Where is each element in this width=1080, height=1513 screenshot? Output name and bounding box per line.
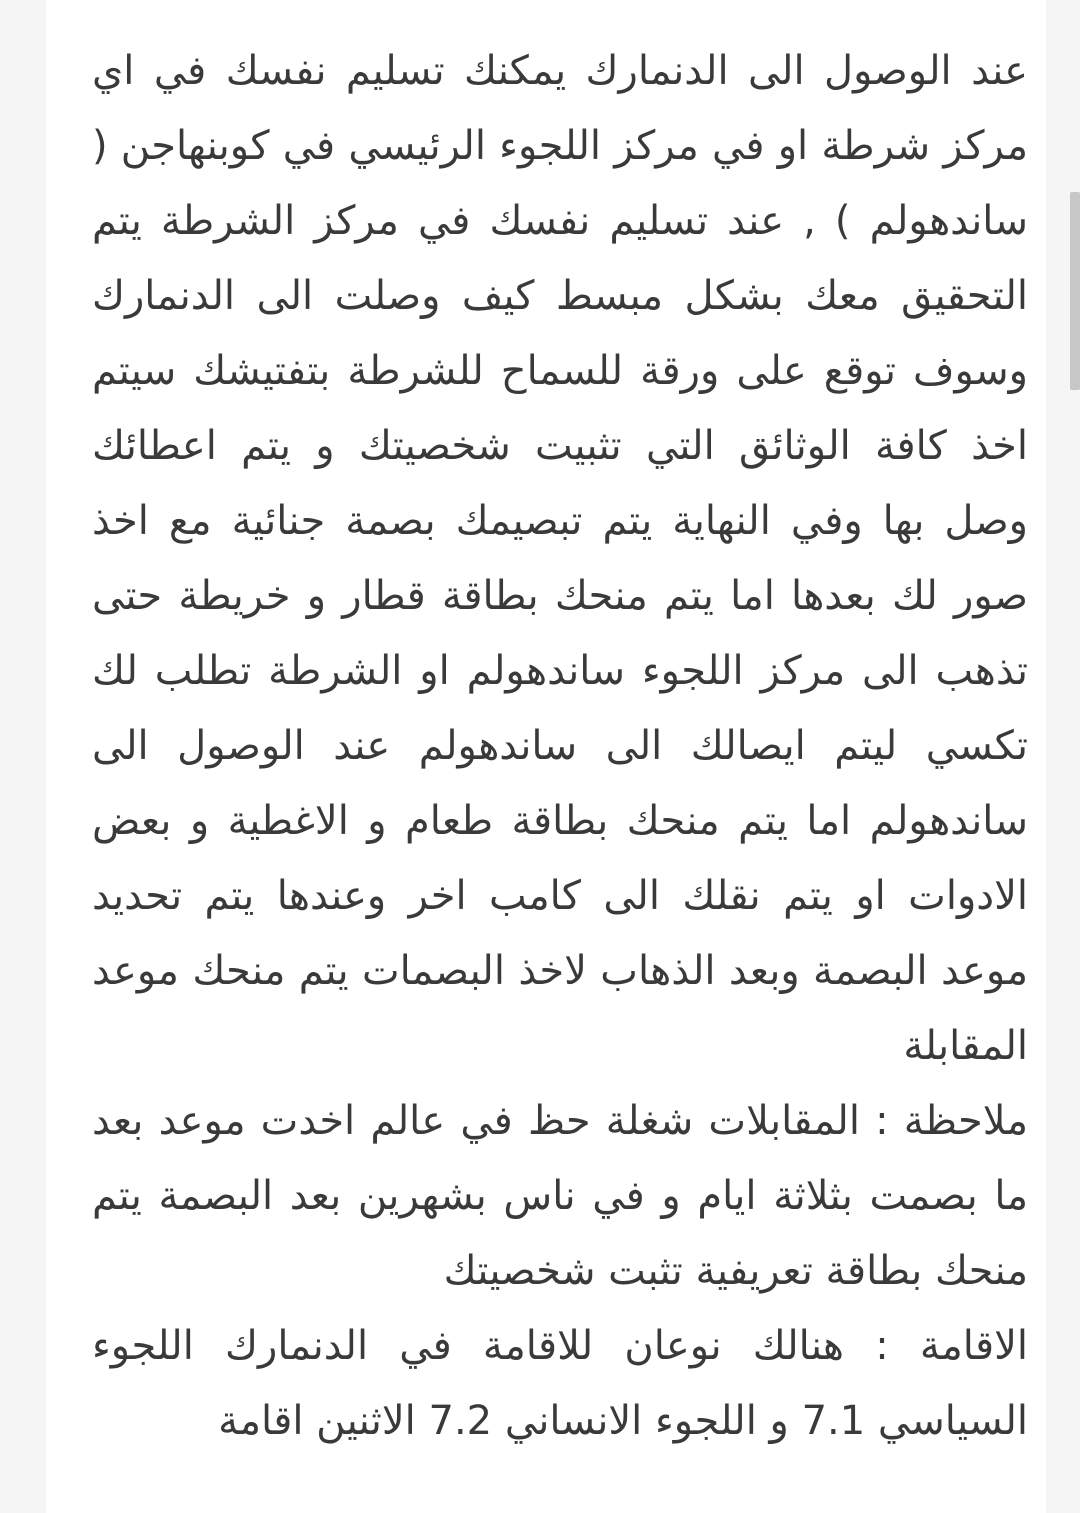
scrollbar-thumb[interactable] — [1070, 192, 1080, 390]
paragraph-residence: الاقامة : هنالك نوعان للاقامة في الدنمارك اللجوء السياسي 7.1 و اللجوء الانساني 7.2 الاثنين اقامة — [92, 1323, 1028, 1444]
left-margin — [0, 0, 46, 1513]
paragraph-arrival: عند الوصول الى الدنمارك يمكنك تسليم نفسك في اي مركز شرطة او في مركز اللجوء الرئيسي في كوبنهاجن ( ساندهولم ) , عند تسليم نفسك في مركز الشرطة يتم التحقيق معك بشكل مبسط كيف وصلت الى الدنمارك وسوف توقع على ورقة للسماح للشرطة بتفتيشك سيتم اخذ كافة الوثائق التي تثبيت شخصيتك و يتم اعطائك وصل بها وفي النهاية يتم تبصيمك بصمة جنائية مع اخذ صور لك بعدها اما يتم منحك بطاقة قطار و خريطة حتى تذهب الى مركز اللجوء ساندهولم او الشرطة تطلب لك تكسي ليتم ايصالك الى ساندهولم عند الوصول الى ساندهولم اما يتم منحك بطاقة طعام و الاغطية و بعض الادوات او يتم نقلك الى كامب اخر وعندها يتم تحديد موعد البصمة وبعد الذهاب لاخذ البصمات يتم منحك موعد المقابلة — [92, 48, 1028, 1069]
paragraph-note: ملاحظة : المقابلات شغلة حظ في عالم اخدت موعد بعد ما بصمت بثلاثة ايام و في ناس بشهرين بعد البصمة يتم منحك بطاقة تعريفية تثبت شخصيتك — [92, 1098, 1028, 1294]
article-body — [92, 34, 1028, 1459]
